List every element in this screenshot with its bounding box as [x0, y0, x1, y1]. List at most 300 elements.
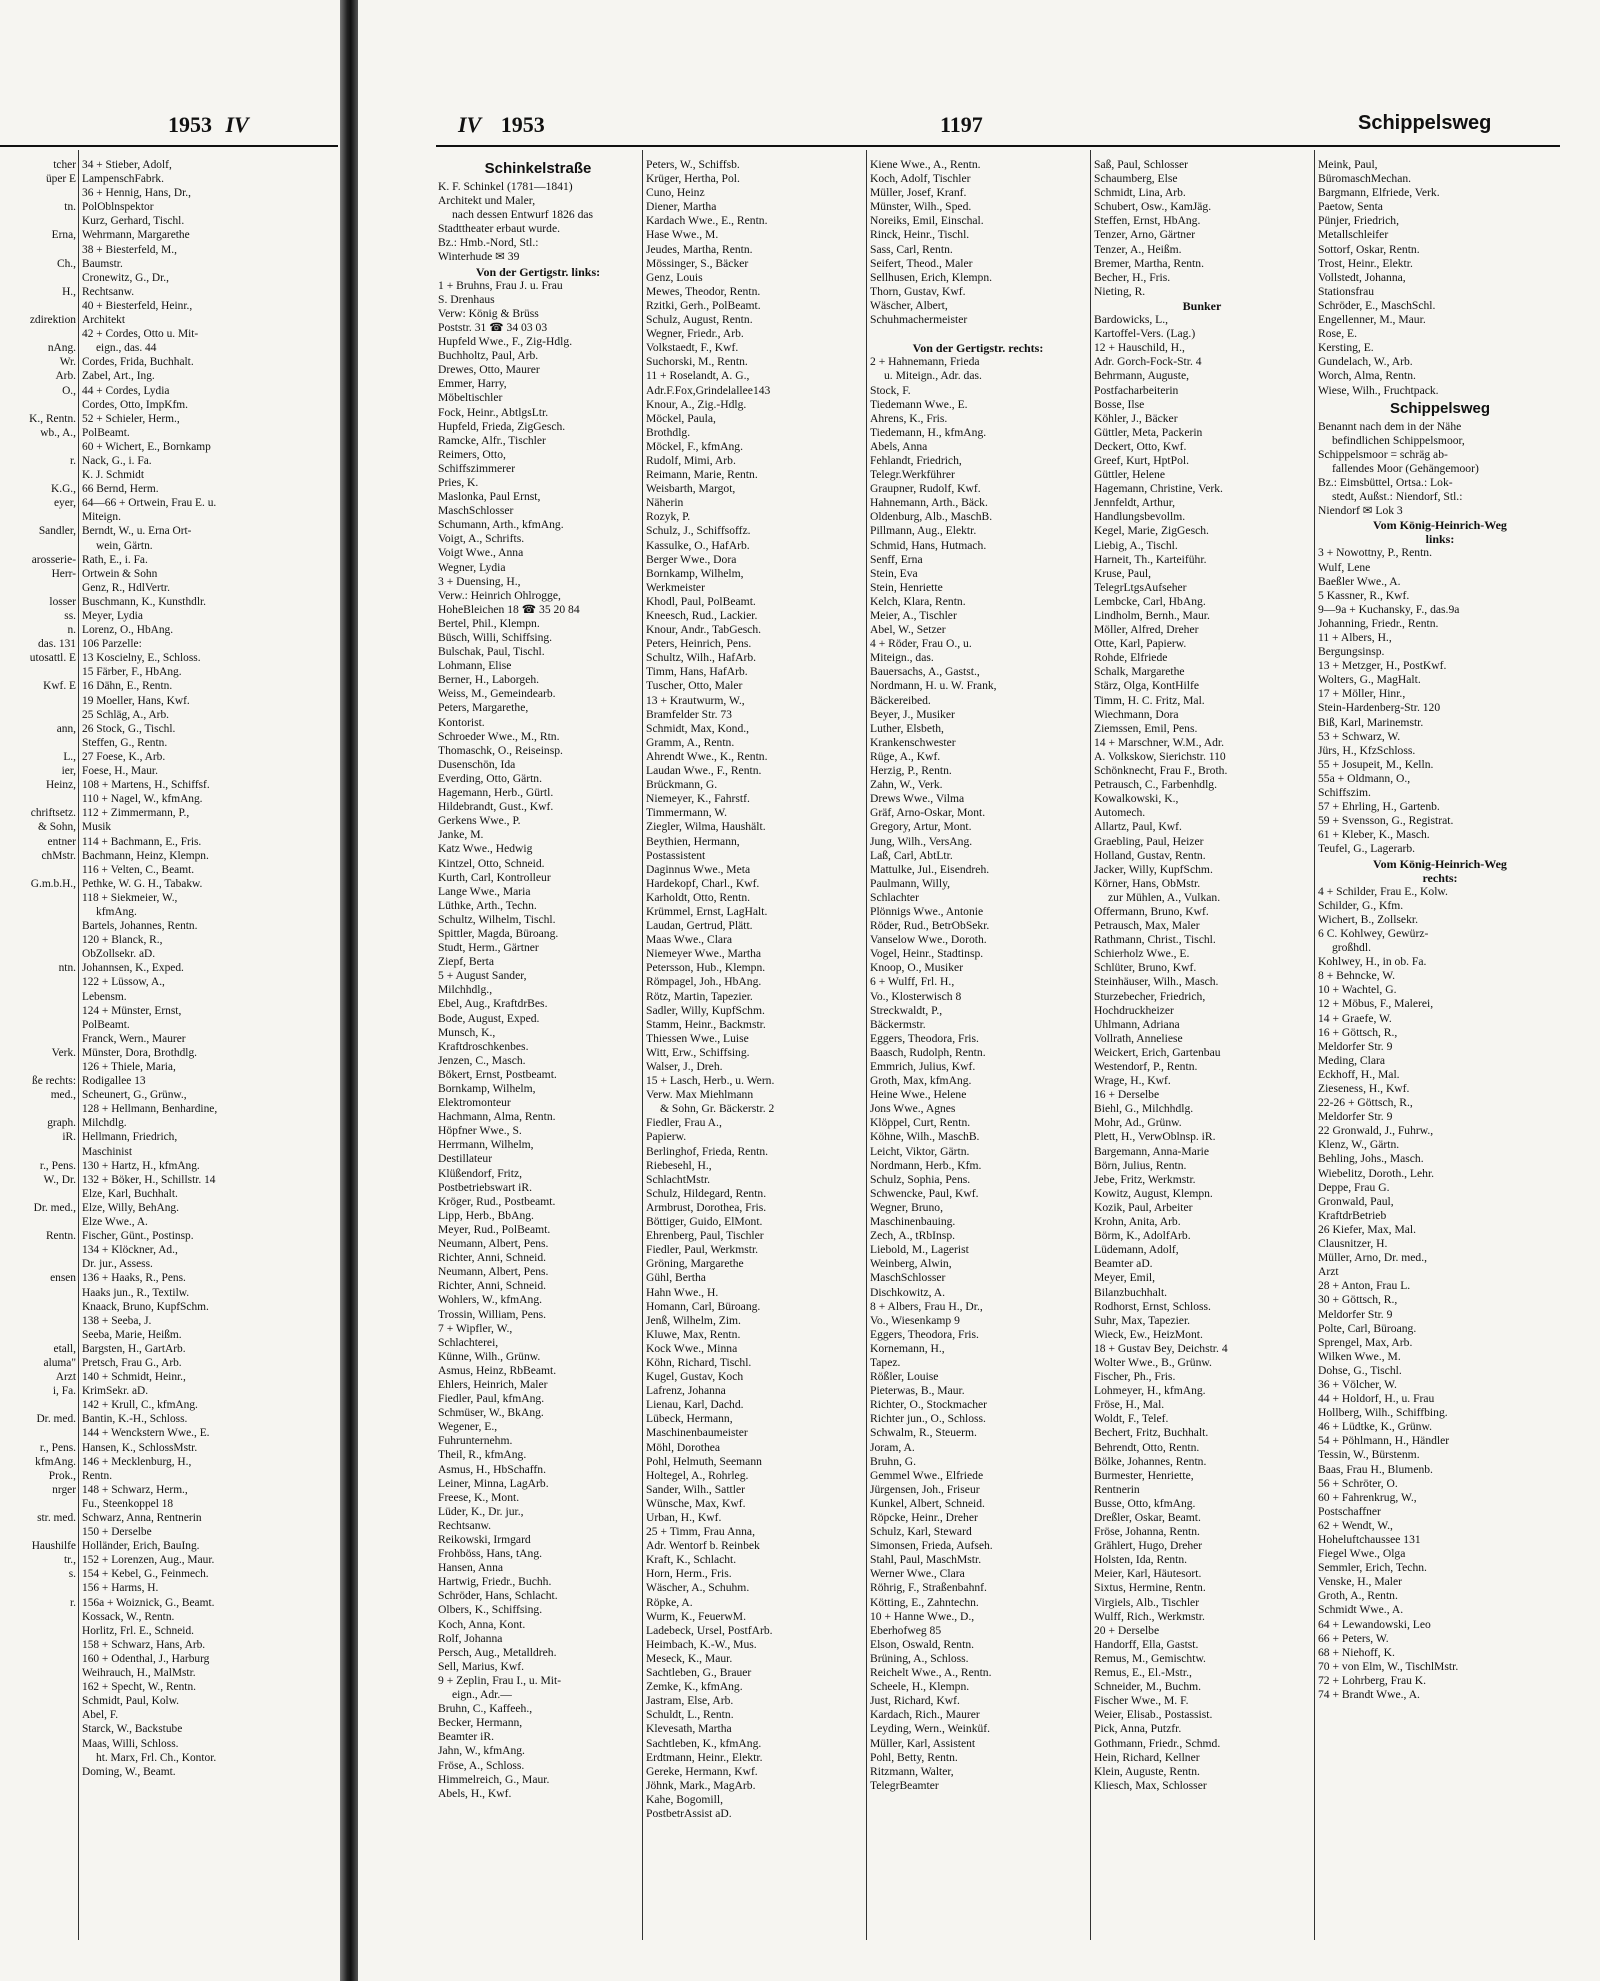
directory-entry-line: Kelch, Klara, Rentn.	[870, 594, 966, 608]
street-title: Schinkelstraße	[484, 160, 592, 177]
directory-entry-line: wein, Gärtn.	[96, 539, 153, 552]
directory-entry-line: Baas, Frau H., Blumenb.	[1318, 1462, 1433, 1476]
directory-entry-line	[0, 1398, 76, 1412]
directory-entry-line: PolBeamt.	[82, 1018, 130, 1031]
directory-entry-line: 156 + Harms, H.	[82, 1582, 159, 1595]
directory-entry-line: Bauersachs, A., Gastst.,	[870, 665, 980, 679]
directory-entry-line: Pünjer, Friedrich,	[1318, 214, 1399, 228]
directory-entry-line: Bertel, Phil., Klempn.	[438, 616, 540, 630]
directory-entry-line: Bachmann, Heinz, Klempn.	[82, 849, 209, 862]
directory-entry-line: Nack, G., i. Fa.	[82, 454, 152, 467]
directory-entry-line: Beamter aD.	[1094, 1257, 1153, 1271]
directory-entry-line: Fehlandt, Friedrich,	[870, 453, 962, 467]
directory-entry-line: 122 + Lüssow, A.,	[82, 976, 165, 989]
directory-entry-line: Verw. Max Miehlmann	[646, 1088, 754, 1102]
directory-entry-line: Cronewitz, G., Dr.,	[82, 271, 169, 284]
directory-entry-line	[870, 327, 1086, 341]
directory-entry-line: Tiedemann, H., kfmAng.	[870, 425, 987, 439]
directory-entry-line: r.	[69, 454, 76, 467]
directory-entry-line: 16 Dähn, E., Rentn.	[82, 680, 173, 693]
directory-entry-line: Eckhoff, H., Mal.	[1318, 1067, 1400, 1081]
left-page	[0, 0, 340, 1981]
directory-entry-line: Kornemann, H.,	[870, 1341, 945, 1355]
directory-entry-line: Stationsfrau	[1318, 284, 1375, 298]
directory-entry-line: Heinz,	[45, 779, 76, 792]
directory-entry-line: 53 + Schwarz, W.	[1318, 729, 1401, 743]
directory-entry-line: 108 + Martens, H., Schiffsf.	[82, 779, 210, 792]
directory-entry-line: Kock Wwe., Minna	[646, 1341, 738, 1355]
directory-entry-line: Ramcke, Alfr., Tischler	[438, 433, 546, 447]
directory-entry-line: Stadttheater erbaut wurde.	[438, 222, 561, 236]
directory-entry-line: Fröse, A., Schloss.	[438, 1758, 525, 1772]
directory-entry-line: Kontorist.	[438, 715, 485, 729]
directory-entry-line: Johanning, Friedr., Rentn.	[1318, 616, 1439, 630]
directory-entry-line: Weihrauch, H., MalMstr.	[82, 1667, 196, 1680]
directory-entry-line: Schulz, J., Schiffsoffz.	[646, 524, 751, 538]
directory-entry-line: 44 + Cordes, Lydia	[82, 384, 170, 397]
directory-entry-line: kfmAng.	[35, 1455, 76, 1468]
directory-entry-line: Horn, Herm., Fris.	[646, 1567, 732, 1581]
directory-entry-line: Sandler,	[38, 525, 76, 538]
directory-entry-line: Krankenschwester	[870, 735, 956, 749]
directory-entry-line: Meseck, K., Maur.	[646, 1651, 733, 1665]
directory-entry-line: Schiffszim.	[1318, 786, 1371, 800]
directory-entry-line: Ehlers, Heinrich, Maler	[438, 1377, 548, 1391]
right-page	[358, 0, 1600, 1981]
directory-entry-line: Rechtsanw.	[82, 285, 135, 298]
directory-entry-line: Berndt, W., u. Erna Ort-	[82, 525, 192, 538]
directory-entry-line: Neumann, Albert, Pens.	[438, 1265, 549, 1279]
directory-entry-line: Jennfeldt, Arthur,	[1094, 496, 1175, 510]
directory-entry-line: 11 + Albers, H.,	[1318, 631, 1392, 644]
directory-entry-line: r.	[69, 1596, 76, 1609]
directory-entry-line: Börn, Julius, Rentn.	[1094, 1158, 1187, 1172]
directory-entry-line: 9 + Zeplin, Frau I., u. Mit-	[438, 1673, 562, 1687]
directory-entry-line: Fischer, Günt., Postinsp.	[82, 1230, 194, 1243]
left-page-header	[168, 112, 249, 138]
directory-entry-line: Lebensm.	[82, 990, 127, 1003]
directory-entry-line: Stamm, Heinr., Backmstr.	[646, 1017, 766, 1031]
directory-entry-line: 60 + Wichert, E., Bornkamp	[82, 440, 211, 453]
directory-entry-line: Schuhmachermeister	[870, 313, 968, 327]
directory-entry-line: Fu., Steenkoppel 18	[82, 1497, 174, 1510]
directory-entry-line: 8 + Behncke, W.	[1318, 969, 1396, 983]
right-header-year: 1953	[500, 112, 545, 137]
directory-entry-line: Liebig, A., Tischl.	[1094, 538, 1178, 552]
directory-entry-line: 55 + Josupeit, M., Kelln.	[1318, 757, 1434, 771]
directory-entry-line: Meier, A., Tischler	[870, 609, 957, 622]
directory-entry-line: 150 + Derselbe	[82, 1526, 152, 1539]
directory-entry-line: Behrmann, Auguste,	[1094, 369, 1189, 383]
column-divider-2	[866, 150, 867, 1940]
directory-entry-line: Urban, H., Kwf.	[646, 1511, 722, 1524]
directory-entry-line: n.	[67, 624, 76, 637]
directory-entry-line: Stein-Hardenberg-Str. 120	[1318, 701, 1441, 715]
directory-entry-line: wb., A.,	[40, 426, 76, 439]
directory-entry-line: Zieseness, H., Kwf.	[1318, 1082, 1410, 1095]
directory-entry-line: 8 + Albers, Frau H., Dr.,	[870, 1299, 983, 1313]
directory-entry-line: 10 + Hanne Wwe., D.,	[870, 1609, 975, 1623]
directory-entry-line: Möckel, Paula,	[646, 411, 716, 425]
directory-entry-line: chriftsetz.	[30, 807, 76, 820]
directory-entry-line: Meier, Karl, Häutesort.	[1094, 1567, 1202, 1581]
directory-entry-line: Pries, K.	[438, 475, 479, 489]
directory-entry-line: Ch.,	[57, 257, 76, 270]
directory-entry-line: Streckwaldt, P.,	[870, 1003, 943, 1017]
directory-entry-line: 3 + Nowottny, P., Rentn.	[1318, 546, 1433, 560]
directory-entry-line: 7 + Wipfler, W.,	[438, 1321, 513, 1335]
directory-entry-line: Bosse, Ilse	[1094, 397, 1145, 411]
directory-entry-line: Meyer, Rud., PolBeamt.	[438, 1222, 551, 1236]
directory-entry-line: Meink, Paul,	[1318, 158, 1378, 171]
directory-entry-line: Güttler, Helene	[1094, 468, 1166, 482]
directory-entry-line	[0, 440, 76, 454]
directory-entry-line: Architekt und Maler,	[438, 194, 536, 208]
directory-entry-line: Polte, Carl, Büroang.	[1318, 1321, 1417, 1335]
directory-entry-line	[0, 1018, 76, 1032]
directory-entry-line: Köhler, J., Bäcker	[1094, 411, 1178, 425]
directory-entry-line: Wohlers, W., kfmAng.	[438, 1293, 543, 1307]
directory-entry-line: Fiedler, Paul, kfmAng.	[438, 1392, 545, 1406]
directory-entry-line: Wehrmann, Margarethe	[82, 229, 190, 242]
directory-entry-line: Grählert, Hugo, Dreher	[1094, 1539, 1203, 1553]
directory-entry-line: Schneider, M., Buchm.	[1094, 1680, 1202, 1694]
directory-entry-line: Schilder, G., Kfm.	[1318, 898, 1404, 912]
directory-entry-line	[0, 1187, 76, 1201]
directory-entry-line: Meldorfer Str. 9	[1318, 1307, 1393, 1321]
directory-entry-line: Schmidt, Max, Kond.,	[646, 721, 750, 735]
directory-entry-line: Rudolf, Mimi, Arb.	[646, 453, 736, 467]
directory-entry-line: Buschmann, K., Kunsthdlr.	[82, 595, 207, 608]
directory-entry-line: G.m.b.H.,	[30, 877, 76, 890]
directory-entry-line: Jenß, Wilhelm, Zim.	[646, 1313, 741, 1327]
directory-entry-line: Verw.: Heinrich Ohlrogge,	[438, 588, 561, 602]
directory-entry-line: Klüßendorf, Fritz,	[438, 1166, 523, 1180]
directory-entry-line: Timm, Hans, HafArb.	[646, 665, 748, 679]
directory-entry-line: Eggers, Theodora, Fris.	[870, 1031, 979, 1045]
directory-entry-line: Remus, E., El.-Mstr.,	[1094, 1666, 1192, 1680]
directory-entry-line: Armbrust, Dorothea, Fris.	[646, 1200, 767, 1214]
directory-entry-line: Kohlwey, H., in ob. Fa.	[1318, 955, 1427, 969]
directory-entry-line: Jahn, W., kfmAng.	[438, 1744, 525, 1758]
directory-entry-line: Stein, Henriette	[870, 580, 943, 594]
directory-entry-line: Deppe, Frau G.	[1318, 1180, 1390, 1194]
directory-entry-line: Frohböss, Hans, tAng.	[438, 1547, 543, 1561]
directory-entry-line: Beamter iR.	[438, 1730, 495, 1744]
directory-entry-line: Laß, Carl, AbtLtr.	[870, 848, 953, 862]
directory-entry-line: Himmelreich, G., Maur.	[438, 1772, 550, 1786]
directory-entry-line: Kötting, E., Zahntechn.	[870, 1595, 979, 1609]
directory-entry-line: 114 + Bachmann, E., Fris.	[82, 835, 202, 848]
directory-entry-line: Nordmann, Herb., Kfm.	[870, 1158, 982, 1172]
directory-entry-line	[0, 792, 76, 806]
directory-entry-line: kfmAng.	[96, 905, 137, 918]
directory-entry-line: S. Drenhaus	[438, 292, 495, 306]
directory-entry-line: Allartz, Paul, Kwf.	[1094, 820, 1182, 834]
directory-entry-line: Postschaffner	[1318, 1504, 1381, 1518]
directory-entry-line: Müller, Arno, Dr. med.,	[1318, 1251, 1428, 1265]
directory-entry-line: Schultz, Wilhelm, Tischl.	[438, 912, 556, 926]
directory-entry-line: Timm, H. C. Fritz, Mal.	[1094, 693, 1205, 707]
directory-entry-line: Pohl, Helmuth, Seemann	[646, 1454, 762, 1468]
directory-entry-line: & Sohn,	[38, 821, 76, 834]
directory-entry-line: Worch, Alma, Rentn.	[1318, 369, 1416, 383]
directory-entry-line: Schulz, August, Rentn.	[646, 313, 753, 327]
directory-entry-line: Wolters, G., MagHalt.	[1318, 673, 1421, 687]
directory-entry-line: Khodl, Paul, PolBeamt.	[646, 594, 756, 608]
directory-entry-line: Kardach, Rich., Maurer	[870, 1708, 980, 1722]
directory-entry-line: Berner, H., Laborgeh.	[438, 673, 540, 687]
directory-entry-line: 72 + Lohrberg, Frau K.	[1318, 1673, 1427, 1687]
directory-entry-line: Lohmann, Elise	[438, 659, 512, 673]
directory-entry-line: Lüdemann, Adolf,	[1094, 1243, 1179, 1257]
directory-entry-line: Röhrig, F., Straßenbahnf.	[870, 1581, 987, 1595]
directory-entry-line: Genz, R., HdlVertr.	[82, 581, 170, 594]
directory-entry-line: Ehrenberg, Paul, Tischler	[646, 1229, 764, 1243]
directory-entry-line: Sachtleben, G., Brauer	[646, 1666, 752, 1680]
directory-entry-line: Bargemann, Anna-Marie	[1094, 1144, 1210, 1158]
directory-entry-line: Eberhofweg 85	[870, 1623, 942, 1637]
directory-entry-line: Dreßler, Oskar, Beamt.	[1094, 1511, 1201, 1524]
directory-entry-line: Krümmel, Ernst, LagHalt.	[646, 904, 768, 918]
directory-entry-line: Becher, H., Fris.	[1094, 270, 1171, 284]
directory-entry-line: Wegner, Bruno,	[870, 1200, 943, 1214]
directory-entry-line: Leicht, Viktor, Gärtn.	[870, 1144, 970, 1158]
directory-entry-line: Laudan Wwe., F., Rentn.	[646, 764, 762, 778]
directory-entry-line: Ziemssen, Emil, Pens.	[1094, 721, 1198, 735]
directory-entry-line: Virgiels, Alb., Tischler	[1094, 1595, 1200, 1609]
directory-entry-line: Prok.,	[48, 1469, 76, 1482]
directory-entry-line: Peters, W., Schiffsb.	[646, 158, 740, 171]
directory-entry-line: Schulz, Hildegard, Rentn.	[646, 1186, 767, 1200]
directory-entry-line: u. Miteign., Adr. das.	[884, 369, 982, 383]
directory-entry-line: Ritzmann, Walter,	[870, 1764, 954, 1778]
directory-entry-line: Leyding, Wern., Weinküf.	[870, 1722, 991, 1736]
directory-entry-line: Lafrenz, Johanna	[646, 1384, 726, 1398]
directory-entry-line: Herr-	[51, 567, 76, 580]
directory-entry-line: 13 Koscielny, E., Schloss.	[82, 652, 201, 665]
directory-entry-line: Ziegler, Wilma, Haushält.	[646, 820, 766, 834]
directory-entry-line: Stahl, Paul, MaschMstr.	[870, 1553, 982, 1567]
directory-entry-line	[0, 1300, 76, 1314]
directory-entry-line: Holland, Gustav, Rentn.	[1094, 848, 1206, 862]
directory-entry-line: Reimann, Marie, Rentn.	[646, 468, 758, 482]
directory-entry-line: 56 + Schröter, O.	[1318, 1476, 1398, 1490]
column-schinkelstrasse-2	[646, 158, 862, 1958]
directory-entry-line: ensen	[50, 1272, 76, 1285]
directory-entry-line: Freese, K., Mont.	[438, 1490, 520, 1504]
directory-entry-line: Thiessen Wwe., Luise	[646, 1031, 749, 1045]
directory-entry-line: Krohn, Anita, Arb.	[1094, 1215, 1181, 1229]
directory-entry-line: Clausnitzer, H.	[1318, 1237, 1388, 1251]
directory-entry-line: Kardach Wwe., E., Rentn.	[646, 214, 768, 228]
directory-entry-line: Emmrich, Julius, Kwf.	[870, 1060, 976, 1073]
directory-entry-line: Volkstaedt, F., Kwf.	[646, 341, 739, 355]
directory-entry-line: Schmüser, W., BkAng.	[438, 1406, 544, 1420]
directory-entry-line: Just, Richard, Kwf.	[870, 1694, 960, 1708]
directory-entry-line: Destillateur	[438, 1152, 493, 1166]
directory-entry-line: 5 Kassner, R., Kwf.	[1318, 588, 1410, 602]
directory-entry-line: utosattl. E	[29, 652, 76, 665]
directory-entry-line: SchlachtMstr.	[646, 1172, 711, 1186]
directory-entry-line: Postbetriebswart iR.	[438, 1180, 533, 1194]
directory-entry-line: Weisbarth, Margot,	[646, 482, 736, 496]
directory-entry-line: Lipp, Herb., BbAng.	[438, 1208, 534, 1222]
directory-entry-line: 30 + Göttsch, R.,	[1318, 1293, 1398, 1307]
section-heading: Von der Gertigstr. rechts:	[912, 341, 1044, 356]
directory-entry-line: aluma"	[43, 1356, 76, 1369]
directory-entry-line: Klein, Auguste, Rentn.	[1094, 1764, 1200, 1778]
directory-entry-line: tn.	[64, 201, 76, 214]
directory-entry-line: Ziepf, Berta	[438, 955, 495, 969]
directory-entry-line	[0, 905, 76, 919]
directory-entry-line: Kurz, Gerhard, Tischl.	[82, 215, 185, 228]
directory-entry-line: Kiene Wwe., A., Rentn.	[870, 158, 981, 171]
directory-entry-line: Schmidt, Lina, Arb.	[1094, 186, 1186, 200]
directory-entry-line: W., Dr.	[43, 1173, 76, 1186]
directory-entry-line: Voigt, A., Schrifts.	[438, 532, 525, 546]
directory-entry-line: Werner Wwe., Clara	[870, 1567, 965, 1581]
directory-entry-line	[0, 736, 76, 750]
directory-entry-line: Hahn Wwe., H.	[646, 1285, 719, 1299]
directory-entry-line: Abel, F.	[82, 1709, 119, 1722]
directory-entry-line: Suchorski, M., Rentn.	[646, 355, 748, 369]
directory-entry-line: ier,	[61, 765, 76, 778]
directory-entry-line: Simonsen, Frieda, Aufseh.	[870, 1539, 993, 1553]
directory-entry-line: Kliesch, Max, Schlosser	[1094, 1778, 1207, 1792]
directory-entry-line: 13 + Krautwurm, W.,	[646, 693, 745, 707]
directory-entry-line: Reichelt Wwe., A., Rentn.	[870, 1666, 992, 1680]
directory-entry-line: 20 + Derselbe	[1094, 1623, 1160, 1637]
directory-entry-line: Meding, Clara	[1318, 1053, 1385, 1067]
directory-entry-line: eyer,	[54, 497, 76, 510]
directory-entry-line: Wr.	[59, 356, 76, 369]
directory-entry-line: PolBeamt.	[82, 426, 130, 439]
directory-entry-line: Janke, M.	[438, 828, 484, 842]
directory-entry-line: 14 + Marschner, W.M., Adr.	[1094, 735, 1225, 749]
directory-entry-line: Meldorfer Str. 9	[1318, 1039, 1393, 1053]
directory-entry-line: Klöppel, Curt, Rentn.	[870, 1116, 971, 1130]
directory-entry-line: Zabel, Art., Ing.	[82, 370, 155, 383]
directory-entry-line	[0, 990, 76, 1004]
directory-entry-line: Teufel, G., Lagerarb.	[1318, 842, 1416, 856]
directory-entry-line: Katz Wwe., Hedwig	[438, 842, 533, 856]
book-gutter	[340, 0, 358, 1981]
directory-entry-line: graph.	[47, 1117, 76, 1130]
directory-entry-line: Jebe, Fritz, Werkmstr.	[1094, 1172, 1196, 1186]
directory-entry-line: KrimSekr. aD.	[82, 1385, 149, 1398]
directory-entry-line: Rose, E.	[1318, 327, 1357, 341]
directory-entry-line: Mohr, Ad., Grünw.	[1094, 1116, 1182, 1130]
directory-entry-line: Arzt	[55, 1371, 76, 1384]
directory-entry-line	[0, 299, 76, 313]
directory-entry-line: Cordes, Frida, Buchhalt.	[82, 356, 194, 369]
directory-entry-line: 10 + Wachtel, G.	[1318, 983, 1397, 997]
directory-entry-line: 19 Moeller, Hans, Kwf.	[82, 694, 190, 707]
directory-entry-line: med.,	[50, 1089, 76, 1102]
directory-entry-line: 3 + Duensing, H.,	[438, 574, 521, 588]
directory-entry-line: MaschSchlosser	[870, 1271, 946, 1285]
directory-entry-line: Wilken Wwe., M.	[1318, 1349, 1401, 1363]
directory-entry-line: Fröse, H., Mal.	[1094, 1398, 1165, 1412]
directory-entry-line: Bornkamp, Wilhelm,	[646, 566, 744, 580]
directory-entry-line: Kozik, Paul, Arbeiter	[1094, 1200, 1193, 1214]
directory-entry-line	[0, 1032, 76, 1046]
directory-entry-line: Ahrens, K., Fris.	[870, 411, 948, 425]
directory-entry-line: Rolf, Johanna	[438, 1631, 503, 1645]
directory-entry-line: Römpagel, Joh., HbAng.	[646, 975, 762, 989]
directory-entry-line: 22 Gronwald, J., Fuhrw.,	[1318, 1124, 1434, 1138]
directory-entry-line: Scheunert, G., Grünw.,	[82, 1089, 187, 1102]
directory-entry-line: i, Fa.	[52, 1385, 76, 1398]
directory-entry-line	[0, 1102, 76, 1116]
directory-entry-line: Kahe, Bogomill,	[646, 1792, 723, 1806]
directory-entry-line: Leiner, Minna, LagArb.	[438, 1476, 549, 1490]
directory-entry-line: Richter jun., O., Schloss.	[870, 1412, 986, 1426]
directory-entry-line: Fuhrunternehm.	[438, 1434, 513, 1448]
directory-entry-line: 124 + Münster, Ernst,	[82, 1004, 182, 1017]
directory-entry-line: Gühl, Bertha	[646, 1271, 706, 1285]
directory-entry-line: Wegner, Lydia	[438, 560, 506, 574]
directory-entry-line: Elze, Willy, BehAng.	[82, 1201, 179, 1214]
directory-entry-line: Neumann, Albert, Pens.	[438, 1237, 549, 1251]
directory-entry-line: 1 + Bruhns, Frau J. u. Frau	[438, 278, 563, 292]
directory-entry-line: Wünsche, Max, Kwf.	[646, 1496, 746, 1510]
directory-entry-line: Venske, H., Maler	[1318, 1575, 1403, 1589]
directory-entry-line: Rentn.	[45, 1230, 76, 1243]
directory-entry-line: Cordes, Otto, ImpKfm.	[82, 398, 188, 411]
directory-entry-line: Elze, Karl, Buchhalt.	[82, 1187, 178, 1200]
directory-entry-line: Weier, Elisab., Postassist.	[1094, 1708, 1213, 1722]
directory-entry-line: Arb.	[55, 370, 76, 383]
directory-entry-line: Dr. jur., Assess.	[82, 1258, 153, 1271]
directory-entry-line: Hochdruckheizer	[1094, 1003, 1174, 1017]
directory-entry-line: tr.,	[63, 1554, 76, 1567]
directory-entry-line: Peters, Heinrich, Pens.	[646, 637, 752, 651]
directory-entry-line: 15 Färber, F., HbAng.	[82, 666, 182, 679]
directory-entry-line: Peters, Margarethe,	[438, 701, 529, 715]
directory-entry-line: Höpfner Wwe., S.	[438, 1124, 522, 1138]
directory-entry-line: Hildebrandt, Gust., Kwf.	[438, 800, 554, 814]
directory-entry-line: Handorff, Ella, Gastst.	[1094, 1637, 1199, 1651]
directory-entry-line: Koch, Adolf, Tischler	[870, 172, 971, 186]
directory-entry-line: Rozyk, P.	[646, 510, 691, 524]
directory-entry-line: Schwarz, Anna, Rentnerin	[82, 1512, 202, 1524]
directory-entry-line: Telegr.Werkführer	[870, 468, 955, 482]
directory-entry-line: Petrausch, C., Farbenhdlg.	[1094, 778, 1218, 792]
directory-entry-line: Hagemann, Christine, Verk.	[1094, 482, 1223, 496]
directory-entry-line: Otte, Karl, Papierw.	[1094, 637, 1187, 651]
directory-entry-line: Lindholm, Bernh., Maur.	[1094, 609, 1210, 622]
directory-entry-line: Thorn, Gustav, Kwf.	[870, 284, 966, 298]
directory-entry-line: Maschinenbaumeister	[646, 1426, 748, 1440]
directory-entry-line: 116 + Velten, C., Beamt.	[82, 863, 195, 876]
directory-entry-line: Künne, Wilh., Grünw.	[438, 1349, 541, 1363]
directory-entry-line: Engellenner, M., Maur.	[1318, 313, 1426, 327]
directory-entry-line: A. Volkskow, Sierichstr. 110	[1094, 749, 1226, 763]
directory-entry-line: Kossack, W., Rentn.	[82, 1610, 175, 1623]
directory-entry-line: Tenzer, A., Heißm.	[1094, 242, 1182, 256]
directory-entry-line: Adr. Gorch-Fock-Str. 4	[1094, 355, 1202, 369]
directory-entry-line: Vanselow Wwe., Doroth.	[870, 933, 987, 947]
directory-entry-line: Stärz, Olga, KontHilfe	[1094, 679, 1199, 693]
street-title: Schippelsweg	[1389, 399, 1491, 417]
directory-entry-line: Rüge, A., Kwf.	[870, 749, 941, 763]
directory-entry-line: Rodhorst, Ernst, Schloss.	[1094, 1299, 1211, 1313]
directory-entry-line: 27 Foese, K., Arb.	[82, 750, 166, 763]
directory-entry-line: Biß, Karl, Marinemstr.	[1318, 715, 1424, 729]
directory-entry-line: Richter, Anni, Schneid.	[438, 1279, 547, 1293]
